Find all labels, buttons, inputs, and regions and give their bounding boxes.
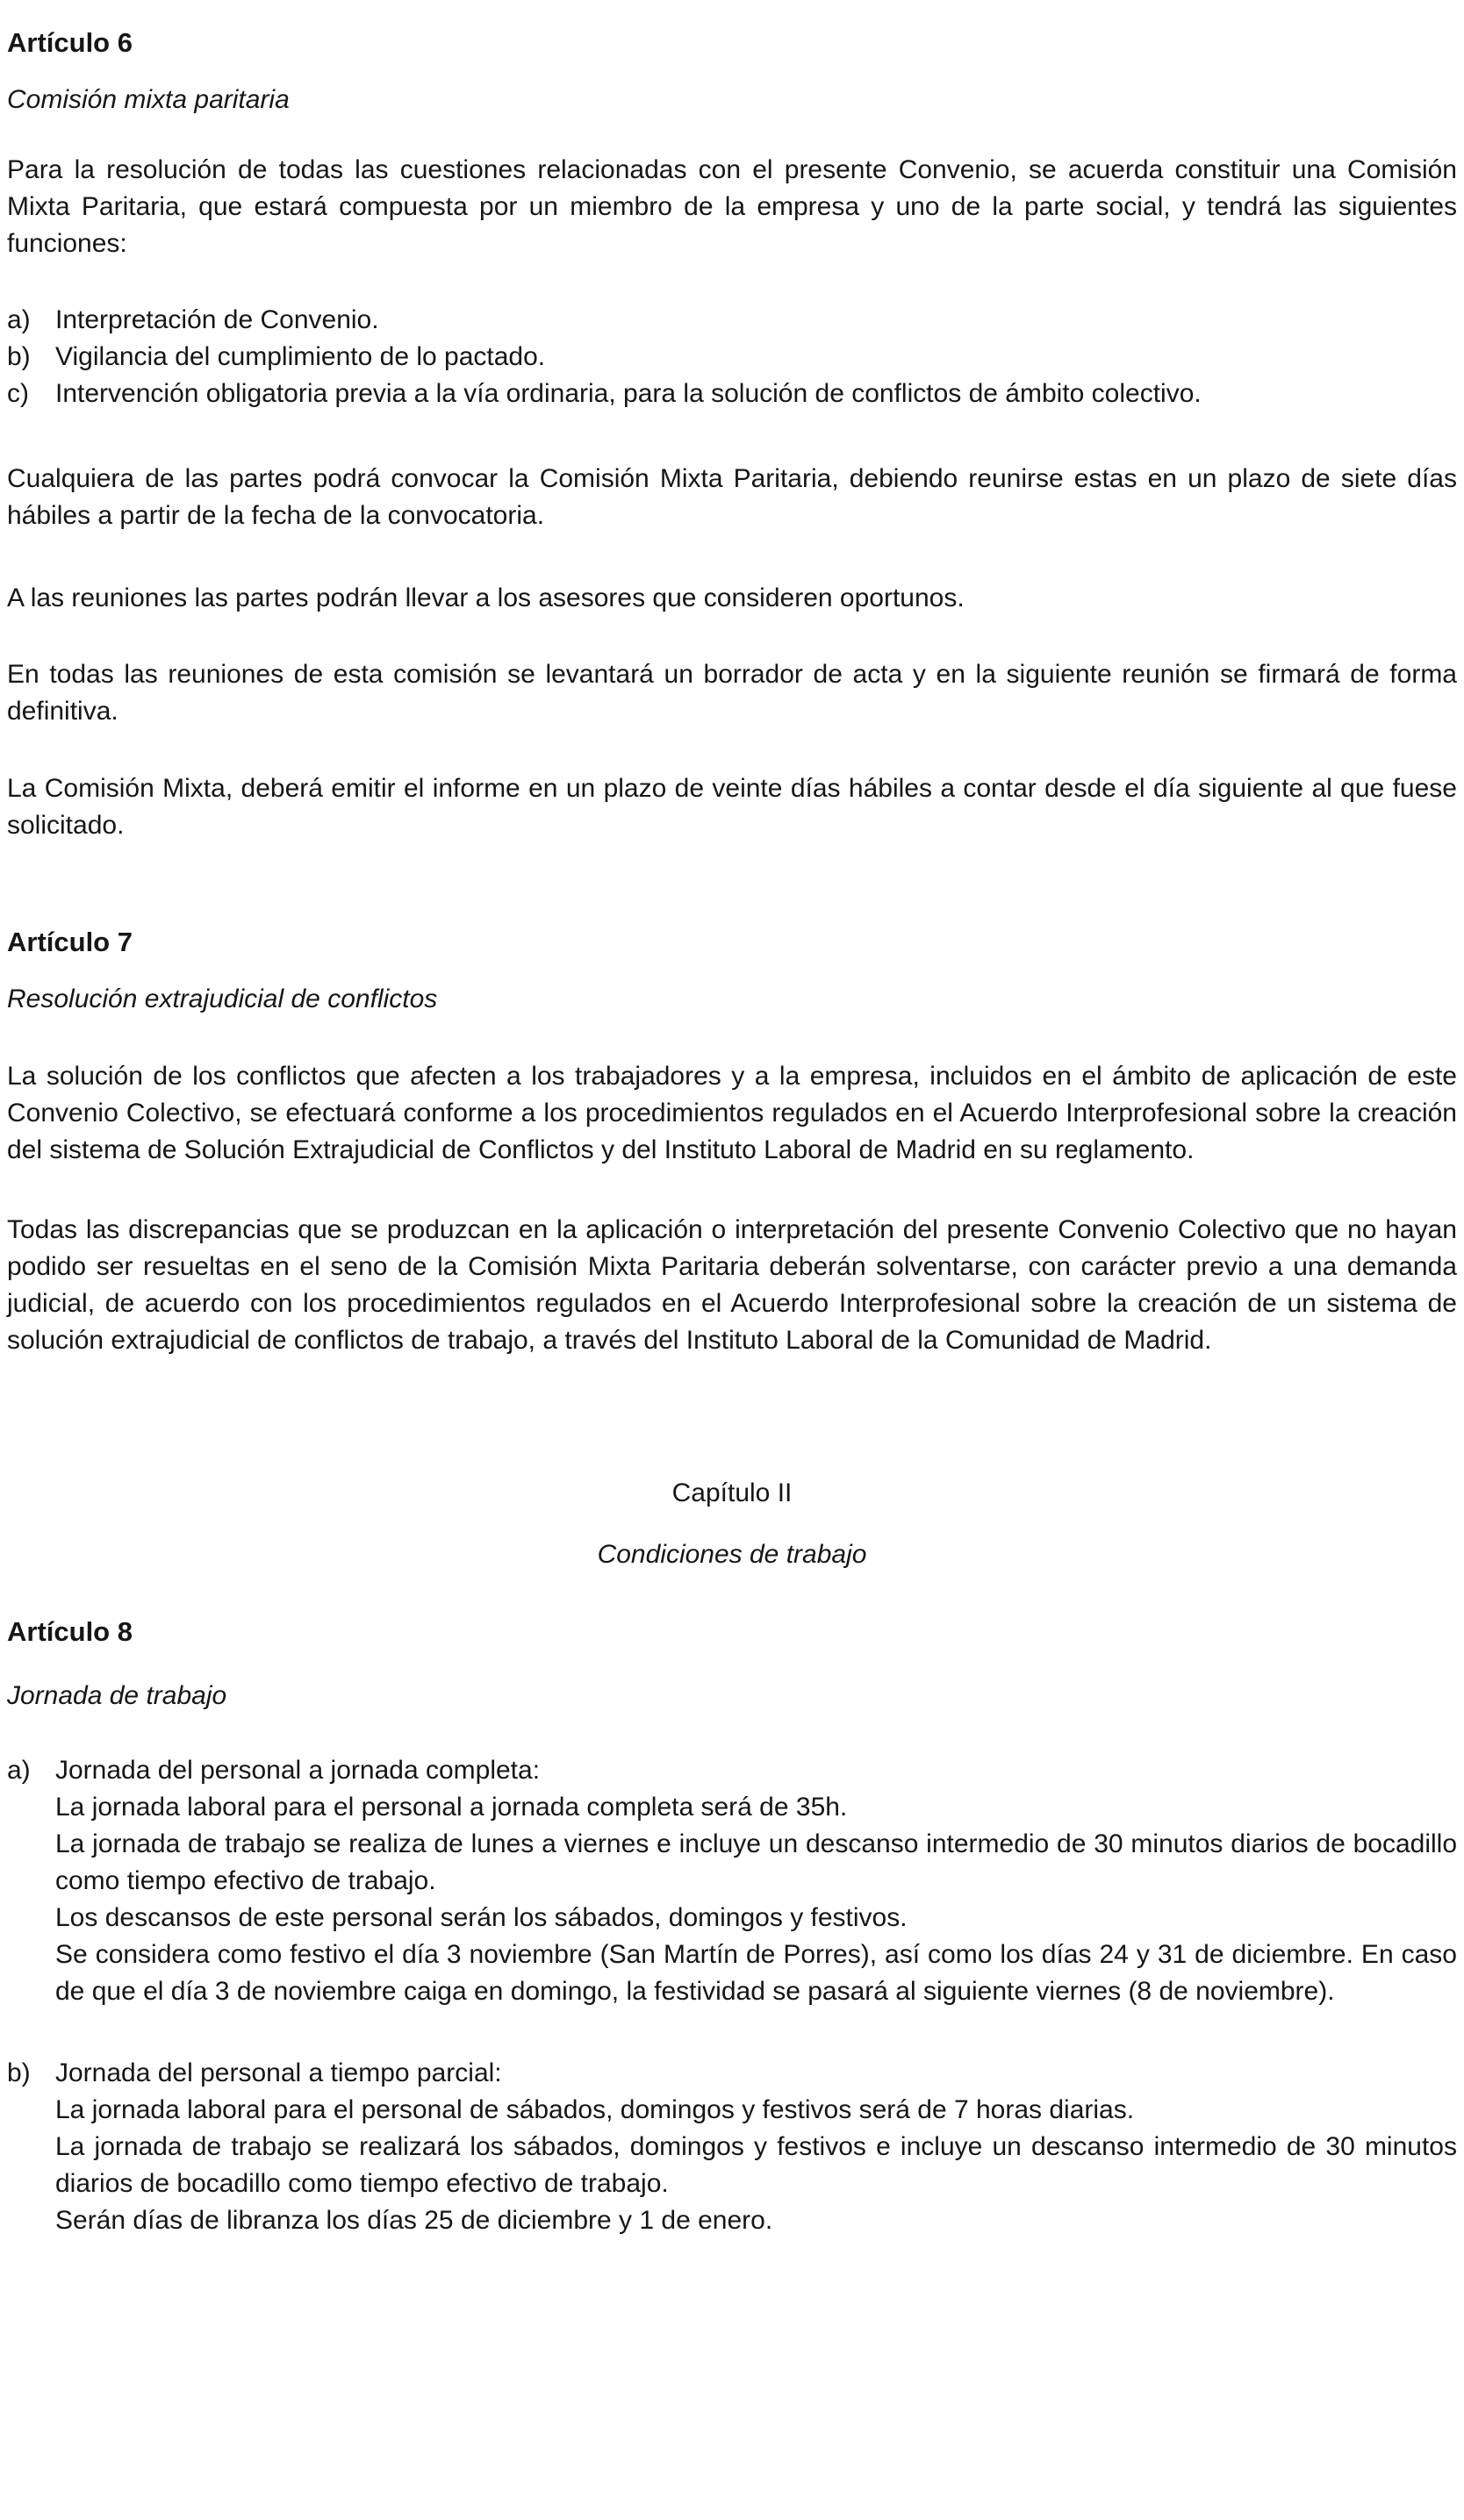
- article6-functions-list: [7, 302, 1457, 412]
- article8-item-b: [7, 2055, 1457, 2239]
- list-item-text: La jornada de trabajo se realiza de lunes a viernes e incluye un descanso intermedio de 30 minutos diarios de bocadillo como tiempo efectivo de trabajo.: [55, 1829, 1457, 1895]
- paragraph: La solución de los conflictos que afecten a los trabajadores y a la empresa, incluidos en el ámbito de aplicación de este Convenio Colectivo, se efectuará conforme a los procedimientos regulados en el Acuerdo Interprofesional sobre la creación del sistema de Solución Extrajudicial de Conflictos y del Instituto Laboral de Madrid en su reglamento.: [7, 1062, 1457, 1164]
- list-item: [7, 302, 1457, 339]
- article8-item-a: [7, 1752, 1457, 2010]
- list-item-text: Serán días de libranza los días 25 de diciembre y 1 de enero.: [55, 2206, 773, 2235]
- paragraph: A las reuniones las partes podrán llevar a los asesores que consideren oportunos.: [7, 583, 965, 612]
- list-item: [7, 1752, 1457, 2010]
- list-item-text: Jornada del personal a tiempo parcial:: [55, 2058, 502, 2087]
- list-item: [7, 2055, 1457, 2239]
- list-item-text: Vigilancia del cumplimiento de lo pactado.: [55, 342, 546, 371]
- list-item-text: Intervención obligatoria previa a la vía ordinaria, para la solución de conflictos de ámbito colectivo.: [55, 379, 1202, 408]
- article8-heading: Artículo 8: [7, 1616, 133, 1647]
- list-item-text: Los descansos de este personal serán los sábados, domingos y festivos.: [55, 1903, 908, 1932]
- article6-heading: Artículo 6: [7, 27, 133, 58]
- list-item-text: Se considera como festivo el día 3 noviembre (San Martín de Porres), así como los días 24 y 31 de diciembre. En caso de que el día 3 de noviembre caiga en domingo, la festividad se pasará al siguiente viernes (8 de noviembre).: [55, 1940, 1457, 2006]
- article6-subtitle: Comisión mixta paritaria: [7, 85, 290, 114]
- paragraph: Cualquiera de las partes podrá convocar la Comisión Mixta Paritaria, debiendo reunirse estas en un plazo de siete días hábiles a partir de la fecha de la convocatoria.: [7, 464, 1457, 530]
- list-item-text: Jornada del personal a jornada completa:: [55, 1756, 541, 1785]
- article6-intro-paragraph: Para la resolución de todas las cuestiones relacionadas con el presente Convenio, se acuerda constituir una Comisión Mixta Paritaria, que estará compuesta por un miembro de la empresa y uno de la parte social, y tendrá las siguientes funciones:: [7, 155, 1457, 258]
- paragraph: Todas las discrepancias que se produzcan en la aplicación o interpretación del presente Convenio Colectivo que no hayan podido ser resueltas en el seno de la Comisión Mixta Paritaria deberán solventarse, con carácter previo a una demanda judicial, de acuerdo con los procedimientos regulados en el Acuerdo Interprofesional sobre la creación de un sistema de solución extrajudicial de conflictos de trabajo, a través del Instituto Laboral de la Comunidad de Madrid.: [7, 1215, 1457, 1355]
- paragraph: En todas las reuniones de esta comisión se levantará un borrador de acta y en la siguiente reunión se firmará de forma definitiva.: [7, 660, 1457, 726]
- list-marker: a): [7, 305, 31, 334]
- chapter-heading: Capítulo II: [671, 1478, 793, 1507]
- article8-subtitle: Jornada de trabajo: [7, 1681, 227, 1710]
- list-marker: b): [7, 2058, 31, 2087]
- list-marker: c): [7, 379, 29, 408]
- chapter-subtitle: Condiciones de trabajo: [597, 1540, 867, 1569]
- list-marker: a): [7, 1756, 31, 1785]
- list-marker: b): [7, 342, 31, 371]
- paragraph: La Comisión Mixta, deberá emitir el informe en un plazo de veinte días hábiles a contar desde el día siguiente al que fuese solicitado.: [7, 774, 1457, 840]
- list-item: [7, 376, 1457, 412]
- list-item-text: Interpretación de Convenio.: [55, 305, 379, 334]
- article7-heading: Artículo 7: [7, 927, 133, 957]
- list-item-text: La jornada de trabajo se realizará los sábados, domingos y festivos e incluye un descanso intermedio de 30 minutos diarios de bocadillo como tiempo efectivo de trabajo.: [55, 2132, 1457, 2198]
- list-item: [7, 339, 1457, 376]
- list-item-text: La jornada laboral para el personal a jornada completa será de 35h.: [55, 1793, 848, 1822]
- list-item-text: La jornada laboral para el personal de sábados, domingos y festivos será de 7 horas diarias.: [55, 2095, 1135, 2124]
- article7-subtitle: Resolución extrajudicial de conflictos: [7, 984, 438, 1013]
